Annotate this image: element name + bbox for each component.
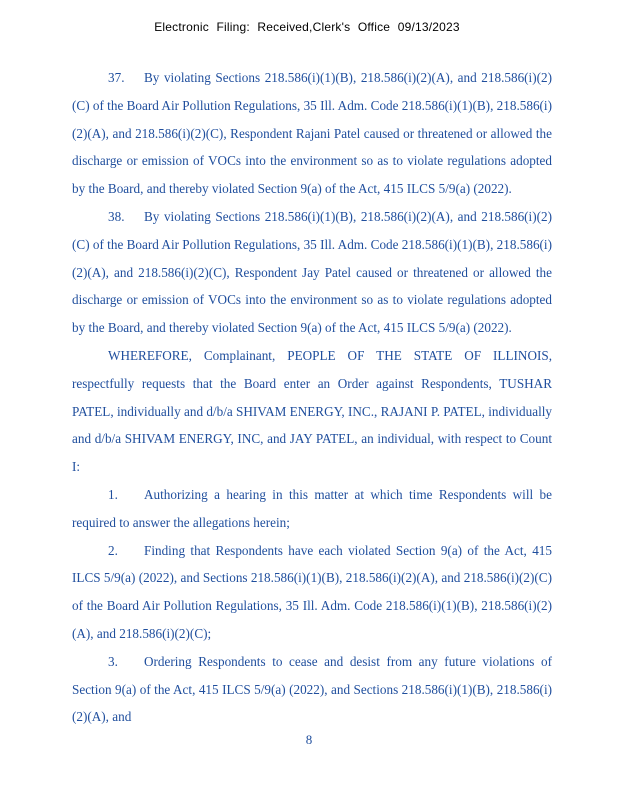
header-office: Office (357, 20, 391, 34)
item-text: Authorizing a hearing in this matter at which time Respondents will be required to answer the allegations herein; (72, 486, 552, 530)
header-received-clerks: Received,Clerk's (257, 20, 351, 34)
wherefore-clause: WHEREFORE, Complainant, PEOPLE OF THE STATE OF ILLINOIS, respectfully requests that the Board enter an Order against Respondents, TUSHAR PATEL, individually and d/b/a SHIVAM ENERGY, INC., RAJANI P. PATEL, individually and d/b/a SHIVAM ENERGY, INC, and JAY PATEL, an individual, with respect to Count I: (72, 347, 552, 475)
item-text: Finding that Respondents have each violated Section 9(a) of the Act, 415 ILCS 5/9(a) (2022), and Sections 218.586(i)(1)(B), 218.586(i)(2)(A), and 218.586(i)(2)(C) of the Board Air Pollution Regulations, 35 Ill. Adm. Code 218.586(i)(1)(B), 218.586(i)(2)(A), and 218.586(i)(2)(C); (72, 542, 552, 641)
paragraph-text: By violating Sections 218.586(i)(1)(B), 218.586(i)(2)(A), and 218.586(i)(2)(C) of the Board Air Pollution Regulations, 35 Ill. Adm. Code 218.586(i)(1)(B), 218.586(i)(2)(A), and 218.586(i)(2)(C), Respondent Rajani Patel caused or threatened or allowed the discharge or emission of VOCs into the environment so as to violate regulations adopted by the Board, and thereby violated Section 9(a) of the Act, 415 ILCS 5/9(a) (2022). (72, 70, 552, 197)
item-number: 3. (108, 653, 118, 669)
paragraph-text: By violating Sections 218.586(i)(1)(B), 218.586(i)(2)(A), and 218.586(i)(2)(C) of the Board Air Pollution Regulations, 35 Ill. Adm. Code 218.586(i)(1)(B), 218.586(i)(2)(A), and 218.586(i)(2)(C), Respondent Jay Patel caused or threatened or allowed the discharge or emission of VOCs into the environment so as to violate regulations adopted by the Board, and thereby violated Section 9(a) of the Act, 415 ILCS 5/9(a) (2022). (72, 208, 552, 336)
item-number: 2. (108, 542, 118, 558)
header-date: 09/13/2023 (397, 20, 460, 34)
page-number: 8 (305, 732, 313, 747)
header-filing: Filing: (216, 20, 250, 34)
document-body (72, 64, 552, 731)
relief-item-2 (72, 537, 552, 648)
item-text: Ordering Respondents to cease and desist from any future violations of Section 9(a) of the Act, 415 ILCS 5/9(a) (2022), and Sections 218.586(i)(1)(B), 218.586(i)(2)(A), and (72, 653, 552, 725)
filing-stamp-header (0, 20, 618, 34)
paragraph-number: 38. (108, 208, 125, 224)
relief-item-3 (72, 648, 552, 731)
header-electronic: Electronic (154, 20, 209, 34)
item-number: 1. (108, 486, 118, 502)
paragraph-38 (72, 203, 552, 342)
relief-item-1 (72, 481, 552, 537)
paragraph-37 (72, 64, 552, 203)
paragraph-number: 37. (108, 70, 125, 85)
